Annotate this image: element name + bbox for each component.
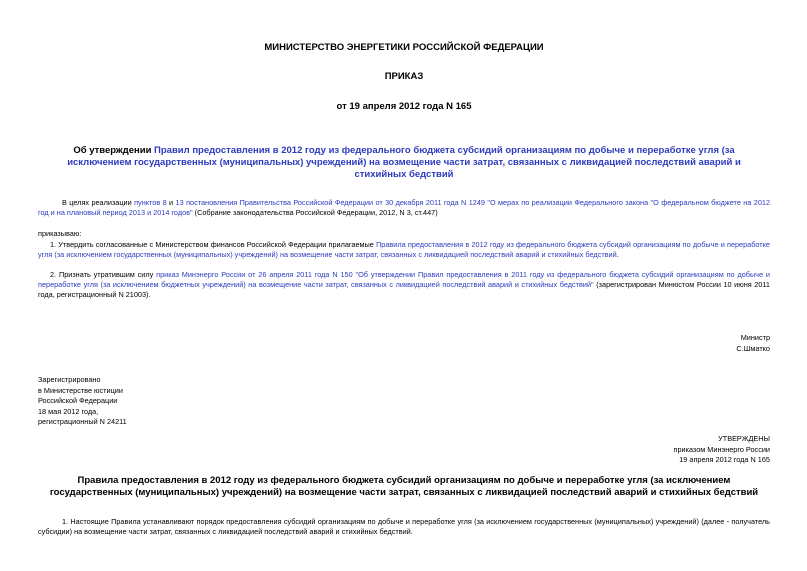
registration-line-1: Зарегистрировано [38, 375, 101, 384]
paragraph-item-2 [38, 270, 770, 300]
signature-name: С.Шматко [736, 343, 770, 353]
p1-link-points-8[interactable]: пунктов 8 [134, 198, 167, 207]
title-rules-link[interactable]: Правил предоставления в 2012 году из федерального бюджета субсидий организациям по добыче и переработке угля (за исключением государственных (муниципальных) учреждений) на возмещение части затрат, связанных с ликвидацией последствий аварий и стихийных бедствий [67, 145, 741, 180]
signature-block [736, 333, 770, 354]
p3-text-b: . [616, 250, 619, 259]
registration-line-4: 18 мая 2012 года, [38, 406, 99, 416]
p1-text-d: (Собрание законодательства Российской Федерации, 2012, N 3, ст.447) [192, 208, 438, 217]
document-title [48, 145, 760, 181]
paragraph-preamble [38, 198, 770, 218]
p3-rules-link[interactable]: Правила предоставления в 2012 году из федерального бюджета субсидий организациям по добыче и переработке угля (за исключением государственных (муниципальных) учреждений) на возмещение части затрат, связанных с ликвидацией последствий аварий и стихийных бедствий [38, 240, 770, 259]
approved-line-1: УТВЕРЖДЕНЫ [718, 434, 770, 443]
p4-text-a: 2. Признать утратившим силу [50, 270, 157, 279]
paragraph-order-word: приказываю: [38, 229, 82, 238]
p4-order-link[interactable]: приказ Минэнерго России от 26 апреля 2011 года N 150 "Об утверждении Правил предоставления в 2011 году из федерального бюджета субсидий организациям по добыче и переработке угля (за исключением бюджетных учреждений) на возмещение части затрат, связанных с ликвидацией последствий аварий и стихийных бедствий" [38, 270, 770, 289]
p1-link-13[interactable]: 13 [175, 198, 184, 207]
p1-link-resolution[interactable]: постановления Правительства Российской Федерации от 30 декабря 2011 года N 1249 "О мерах по реализации Федерального закона "О федеральном бюджете на 2012 год и на плановый период 2013 и 2014 годов" [38, 198, 770, 217]
rules-title: Правила предоставления в 2012 году из федерального бюджета субсидий организациям по добыче и переработке угля (за исключением государственных (муниципальных) учреждений) на возмещение части затрат, связанных с ликвидацией последствий аварий и стихийных бедствий [49, 475, 759, 498]
registration-line-2: в Министерстве юстиции [38, 385, 123, 395]
p1-text-b: и [166, 198, 176, 207]
ministry-heading: МИНИСТЕРСТВО ЭНЕРГЕТИКИ РОССИЙСКОЙ ФЕДЕРАЦИИ [264, 42, 544, 53]
p4-text-b: (зарегистрирован Минюстом России 10 июня 2011 года, регистрационный N 21003). [38, 280, 770, 299]
p3-text-a: 1. Утвердить согласованные с Министерством финансов Российской Федерации прилагаемые [50, 240, 377, 249]
approved-line-3: 19 апреля 2012 года N 165 [679, 455, 770, 464]
approved-line-2: приказом Минэнерго России [673, 444, 770, 454]
title-prefix: Об утверждении [73, 145, 155, 156]
approved-block [674, 434, 770, 466]
paragraph-item-1 [38, 240, 770, 260]
signature-role: Министр [740, 333, 770, 342]
rules-paragraph-1: 1. Настоящие Правила устанавливают порядок предоставления субсидий организациям по добыче и переработке угля (за исключением государственных (муниципальных) учреждений) (далее - получатель субсидии) на возмещение части затрат, связанных с ликвидацией последствий аварий и стихийных бедствий. [38, 517, 770, 536]
order-date: от 19 апреля 2012 года N 165 [336, 101, 472, 112]
registration-block [38, 375, 127, 428]
registration-line-5: регистрационный N 24211 [38, 417, 127, 426]
registration-line-3: Российской Федерации [38, 396, 118, 405]
order-heading: ПРИКАЗ [384, 71, 424, 82]
p1-text-a: В целях реализации [62, 198, 135, 207]
